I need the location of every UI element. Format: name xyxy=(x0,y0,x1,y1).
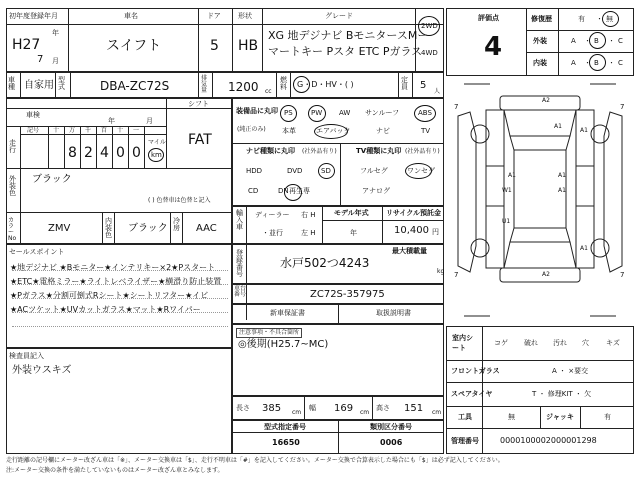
import-label: 輸入車 xyxy=(236,209,243,231)
diagram-paren: 7 xyxy=(620,103,625,111)
equip-navi: ナビ xyxy=(376,127,390,135)
inspection-year: 年 xyxy=(108,117,115,125)
grade-label: グレード xyxy=(325,12,353,20)
persons-unit: 人 xyxy=(434,88,441,95)
model-name: スイフト xyxy=(106,38,162,54)
tv-fullseg: フルセグ xyxy=(360,167,388,175)
tv-title: TV種類に丸印 xyxy=(356,147,402,155)
vehicle-row xyxy=(6,72,444,98)
mileage-digit: 0 xyxy=(116,145,125,161)
diagram-label: A2 xyxy=(542,97,550,104)
year-unit: 年 xyxy=(52,29,59,37)
repair-label: 修復歴 xyxy=(531,15,552,23)
month-unit: 月 xyxy=(52,57,59,65)
displacement-label: 排気量 xyxy=(201,75,208,94)
model-year-label: モデル年式 xyxy=(334,209,369,217)
tv-oneseg: ワンセグ xyxy=(407,167,435,175)
interior-label: 内装色 xyxy=(105,217,112,239)
repair-dot: ・ xyxy=(596,15,603,23)
windshield-value: A ・ ×要交 xyxy=(552,367,589,375)
mileage-side-label: 走行 xyxy=(9,139,16,154)
score-label: 評価点 xyxy=(478,14,499,22)
diagram-paren: 7 xyxy=(454,103,459,111)
notes-label: 注意事項・不具合箇所 xyxy=(236,328,302,338)
height-label: 高さ xyxy=(376,404,390,412)
repair-yes: 有 xyxy=(578,15,585,23)
navi-dvd: DVD xyxy=(287,167,303,175)
sales-point-line: ★ACツケット★UVカットガラス★マット★Rワイパー xyxy=(10,305,201,314)
digit-header-sen: 千 xyxy=(85,127,92,134)
score-value: 4 xyxy=(484,32,503,62)
exterior-label: 外装色 xyxy=(9,175,16,197)
plate-label: 登録番号 xyxy=(236,249,243,278)
inspector-label: 検査員記入 xyxy=(9,352,44,360)
equip-tv: TV xyxy=(421,127,431,135)
diagram-label: A1 xyxy=(558,187,566,194)
diagram-label: A1 xyxy=(508,172,516,179)
diagram-paren: 7 xyxy=(620,271,625,279)
diagram-label: A1 xyxy=(580,127,588,134)
category-no-label: 類別区分番号 xyxy=(370,423,412,431)
type-designation-value: 16650 xyxy=(272,438,300,447)
spare-label: スペアタイヤ xyxy=(451,390,493,398)
doors-label: ドア xyxy=(207,12,221,20)
mgmt-label: 管理番号 xyxy=(451,437,479,445)
seat-item: 破れ xyxy=(524,339,538,347)
import-right: 右 H xyxy=(301,211,316,219)
diagram-label: U1 xyxy=(502,218,511,225)
seat-item: キズ xyxy=(606,339,620,347)
car-outline-svg xyxy=(446,76,634,324)
recycle-value: 10,400 xyxy=(394,225,429,236)
length-label: 長さ xyxy=(236,404,250,412)
interior-grade-dot: ・ xyxy=(584,59,591,67)
navi-sub: (社外品有り) xyxy=(302,148,337,155)
sales-point-line: ★地デジナビ ★Bモニター★インテリキー×2★Pスタート xyxy=(10,263,216,272)
grade-line-1: XG 地デジナビ BモニタースMー xyxy=(268,29,429,42)
equip-abs: ABS xyxy=(418,109,432,117)
model-name-label: 車名 xyxy=(124,12,138,20)
equip-sunroof: サンルーフ xyxy=(365,109,400,117)
footer-note-1: 走行距離の記号欄にメーター改ざん車は「※」、メーター交換車は「$」、走行不明車は「#」を記入してください。メーター交換で合算表示した場合にも「$」は必ず記入してください。 xyxy=(6,457,504,464)
digit-header-hyaku: 百 xyxy=(101,127,108,134)
width-value: 169 xyxy=(334,403,354,414)
exterior-grade-b: B xyxy=(594,37,599,45)
navi-play: 再生専 xyxy=(289,187,310,195)
spare-value: T ・ 修理KIT ・ 欠 xyxy=(532,390,592,398)
equip-aw: AW xyxy=(339,109,351,117)
equip-airbag: エアバック xyxy=(316,127,351,135)
displacement-value: 1200 xyxy=(228,80,259,94)
notes-text: ◎後期(H25.7~MC) xyxy=(238,339,329,350)
navi-cd: CD xyxy=(248,187,259,195)
width-cm: cm xyxy=(360,409,370,416)
equip-leather: 本革 xyxy=(282,127,296,135)
inspection-month: 月 xyxy=(146,117,153,125)
diagram-label: A1 xyxy=(554,123,562,130)
drive-2wd: 2WD xyxy=(421,22,438,30)
drive-4wd: 4WD xyxy=(421,49,438,57)
manual-label: 取扱説明書 xyxy=(376,309,411,317)
plate-value: 水戸502つ4243 xyxy=(280,256,370,270)
seat-item: 穴 xyxy=(582,339,589,347)
height-value: 151 xyxy=(404,403,424,414)
import-left: 左 H xyxy=(301,229,316,237)
category-value: 自家用 xyxy=(24,80,54,91)
fuel-options: G・D・HV・( ) xyxy=(297,80,354,89)
repair-none: 無 xyxy=(606,15,613,23)
doors-value: 5 xyxy=(210,38,219,54)
interior-color: ブラック xyxy=(128,223,168,234)
sales-points-label: セールスポイント xyxy=(9,248,65,256)
interior-grade-label: 内装 xyxy=(533,59,547,67)
type-label: 型式 xyxy=(58,76,65,91)
navi-title: ナビ種類に丸印 xyxy=(246,147,295,155)
jack-value: 有 xyxy=(604,413,611,421)
equipment-title-sub: (純正のみ) xyxy=(237,126,266,133)
exterior-color: ブラック xyxy=(32,174,72,185)
cc-unit: cc xyxy=(265,88,272,95)
ac-value: AAC xyxy=(196,223,217,234)
fuel-label: 燃料 xyxy=(280,76,287,91)
shift-label: シフト xyxy=(188,100,209,108)
digit-header-ichi: 一 xyxy=(133,127,140,134)
type-value: DBA-ZC72S xyxy=(100,79,170,93)
capacity-label: 定員 xyxy=(401,76,408,91)
mile-unit: マイル xyxy=(148,139,166,146)
digit-header-10man: 十 xyxy=(53,127,60,134)
tv-analog: アナログ xyxy=(362,187,390,195)
inspector-note: 外装ウスキズ xyxy=(12,365,72,376)
seat-item: 汚れ xyxy=(553,339,567,347)
kg-unit: kg xyxy=(437,268,445,275)
equip-ps: PS xyxy=(284,109,293,117)
capacity-value: 5 xyxy=(420,80,427,91)
equipment-title: 装備品に丸印 xyxy=(236,107,278,115)
interior-grade-c: C xyxy=(618,59,623,67)
model-year-unit: 年 xyxy=(350,229,357,237)
grade-line-2: マートキー Pスタ ETC Pガラス xyxy=(268,45,423,58)
warranty-label: 新車保証書 xyxy=(270,309,305,317)
max-load-label: 最大積載量 xyxy=(392,247,427,255)
sales-point-line: ★Pガラス★分割可倒式Rシート★シートリフター★イビ xyxy=(10,291,209,300)
tools-value: 無 xyxy=(508,413,515,421)
interior-grade-dot: ・ xyxy=(608,59,615,67)
month: 7 xyxy=(37,54,44,65)
digit-header-juu: 十 xyxy=(117,127,124,134)
jack-label: ジャッキ xyxy=(546,413,574,421)
mgmt-value: 0000100002000001298 xyxy=(500,436,597,445)
footer-note-2: 注:メーター交換の条件を満たしていないものはメーター改ざん車とみなします。 xyxy=(6,467,224,474)
length-value: 385 xyxy=(262,403,282,414)
color-no-label: カラーNo xyxy=(8,217,17,242)
exterior-grade-label: 外装 xyxy=(533,37,547,45)
digit-header-man: 万 xyxy=(69,127,76,134)
era-year: H27 xyxy=(12,37,41,53)
mileage-digit: 8 xyxy=(68,145,77,161)
tv-sub: (社外品有り) xyxy=(405,148,440,155)
interior-grade-b: B xyxy=(594,59,599,67)
navi-hdd: HDD xyxy=(246,167,263,175)
height-cm: cm xyxy=(432,409,442,416)
diagram-label: A1 xyxy=(558,172,566,179)
navi-dn: DN xyxy=(278,187,289,195)
type-designation-label: 型式指定番号 xyxy=(264,423,306,431)
diagram-paren: 7 xyxy=(454,271,459,279)
inspector-box xyxy=(6,348,232,454)
sales-point-line: ★ETC★電格ミラー★ライトレベライザー★横滑り防止装置 xyxy=(10,277,222,286)
body-label: 形状 xyxy=(238,12,252,20)
seat-item: コゲ xyxy=(494,339,508,347)
chassis-value: ZC72S-357975 xyxy=(310,289,385,300)
exterior-grade-c: C xyxy=(618,37,623,45)
windshield-label: フロントガラス xyxy=(451,367,500,375)
digit-header-sign: 記号 xyxy=(27,127,40,134)
interior-grade-a: A xyxy=(571,59,576,67)
width-label: 幅 xyxy=(309,404,316,412)
ac-label: 冷房 xyxy=(173,217,180,232)
inspection-label: 車検 xyxy=(26,111,40,119)
diagram-label: A2 xyxy=(542,271,550,278)
category-no-value: 0006 xyxy=(380,438,403,447)
mileage-digit: 4 xyxy=(100,145,109,161)
chassis-label: 車台番号 xyxy=(234,285,247,298)
color-note: ( ) 色替車は色替と記入 xyxy=(148,197,211,204)
import-parallel: ・並行 xyxy=(262,229,283,237)
recycle-label: リサイクル預託金 xyxy=(386,209,442,217)
exterior-grade-dot: ・ xyxy=(584,37,591,45)
import-dealer: ディーラー xyxy=(255,211,290,219)
equip-pw: PW xyxy=(311,109,323,117)
diagram-label: A1 xyxy=(580,245,588,252)
exterior-grade-a: A xyxy=(571,37,576,45)
mileage-digit: 2 xyxy=(84,145,93,161)
navi-sd: SD xyxy=(321,167,331,175)
length-cm: cm xyxy=(292,409,302,416)
diagram-label: W1 xyxy=(502,187,512,194)
reg-year-label: 初年度登録年月 xyxy=(9,12,58,20)
category-label: 車種 xyxy=(8,76,15,91)
car-body-diagram xyxy=(446,76,634,324)
body-value: HB xyxy=(238,38,259,54)
seat-label: 室内シート xyxy=(452,334,473,352)
km-unit: km xyxy=(151,151,162,159)
color-no: ZMV xyxy=(48,223,71,234)
exterior-grade-dot: ・ xyxy=(608,37,615,45)
yen-unit: 円 xyxy=(432,228,439,236)
tools-label: 工具 xyxy=(458,413,472,421)
mileage-digit: 0 xyxy=(132,145,141,161)
shift-value: FAT xyxy=(188,132,212,148)
